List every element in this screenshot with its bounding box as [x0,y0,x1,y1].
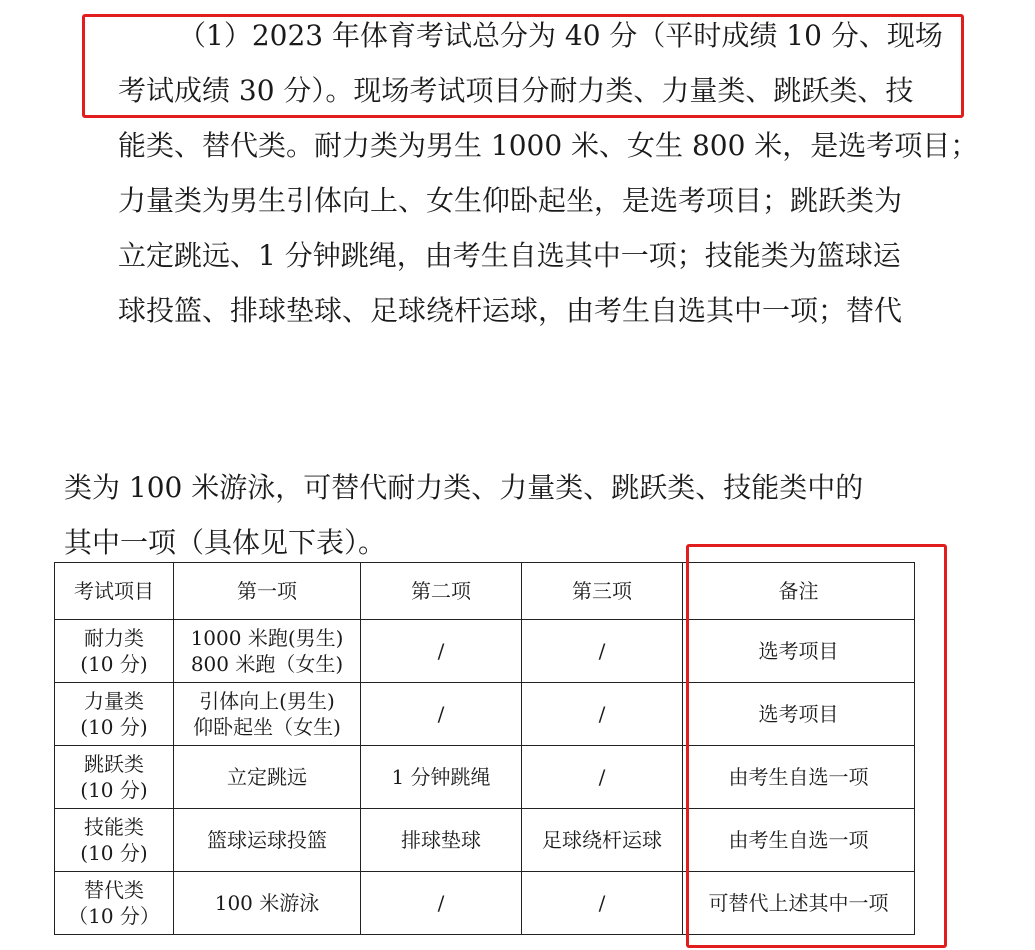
third-item-cell: 足球绕杆运球 [522,809,683,872]
first-item-line: 1000 米跑(男生) [190,626,344,650]
note-cell: 选考项目 [683,683,915,746]
paragraph-line: 立定跳远、1 分钟跳绳，由考生自选其中一项；技能类为篮球运 [118,239,901,272]
category-name: 耐力类 [84,626,144,650]
paragraph-line: 力量类为男生引体向上、女生仰卧起坐，是选考项目；跳跃类为 [118,184,903,217]
paragraph-line: 其中一项（具体见下表）。 [64,526,387,559]
paragraph-line: （1）2023 年体育考试总分为 40 分（平时成绩 10 分、现场 [178,19,943,52]
note-cell: 由考生自选一项 [683,746,915,809]
highlight-box-intro [82,14,964,118]
category-cell [55,872,174,935]
second-item-cell: / [361,872,522,935]
highlight-box-notes-column [686,544,947,948]
second-item-cell: / [361,683,522,746]
category-cell [55,809,174,872]
first-item-cell [174,746,361,809]
first-item-line: 引体向上(男生) [199,689,335,713]
category-points: (10 分) [80,841,148,865]
category-points: (10 分) [80,778,148,802]
first-item-line: 篮球运球投篮 [207,828,327,852]
header-cell: 第二项 [361,563,522,620]
third-item-cell: / [522,683,683,746]
paragraph-line: 球投篮、排球垫球、足球绕杆运球，由考生自选其中一项；替代 [118,294,903,327]
paragraph-line: 考试成绩 30 分）。现场考试项目分耐力类、力量类、跳跃类、技 [118,74,914,107]
first-item-cell [174,620,361,683]
third-item-cell: / [522,872,683,935]
first-item-cell [174,683,361,746]
second-item-cell: 1 分钟跳绳 [361,746,522,809]
category-name: 跳跃类 [84,752,144,776]
note-cell: 选考项目 [683,620,915,683]
header-cell: 第三项 [522,563,683,620]
header-cell: 备注 [683,563,915,620]
category-name: 替代类 [84,878,144,902]
first-item-cell [174,872,361,935]
category-name: 技能类 [84,815,144,839]
header-cell: 考试项目 [55,563,174,620]
first-item-line: 100 米游泳 [214,891,320,915]
first-item-line: 立定跳远 [227,765,307,789]
category-cell [55,620,174,683]
first-item-cell [174,809,361,872]
second-item-cell: / [361,620,522,683]
header-cell: 第一项 [174,563,361,620]
note-cell: 可替代上述其中一项 [683,872,915,935]
category-cell [55,683,174,746]
note-cell: 由考生自选一项 [683,809,915,872]
category-points: (10 分) [80,652,148,676]
third-item-cell: / [522,620,683,683]
first-item-line: 仰卧起坐（女生) [193,715,341,739]
paragraph-line: 类为 100 米游泳，可替代耐力类、力量类、跳跃类、技能类中的 [64,471,864,504]
category-points: (10 分) [80,715,148,739]
category-points: （10 分） [68,904,160,928]
first-item-line: 800 米跑（女生) [190,652,344,676]
category-name: 力量类 [84,689,144,713]
third-item-cell: / [522,746,683,809]
paragraph-line: 能类、替代类。耐力类为男生 1000 米、女生 800 米，是选考项目； [118,129,979,162]
category-cell [55,746,174,809]
second-item-cell: 排球垫球 [361,809,522,872]
